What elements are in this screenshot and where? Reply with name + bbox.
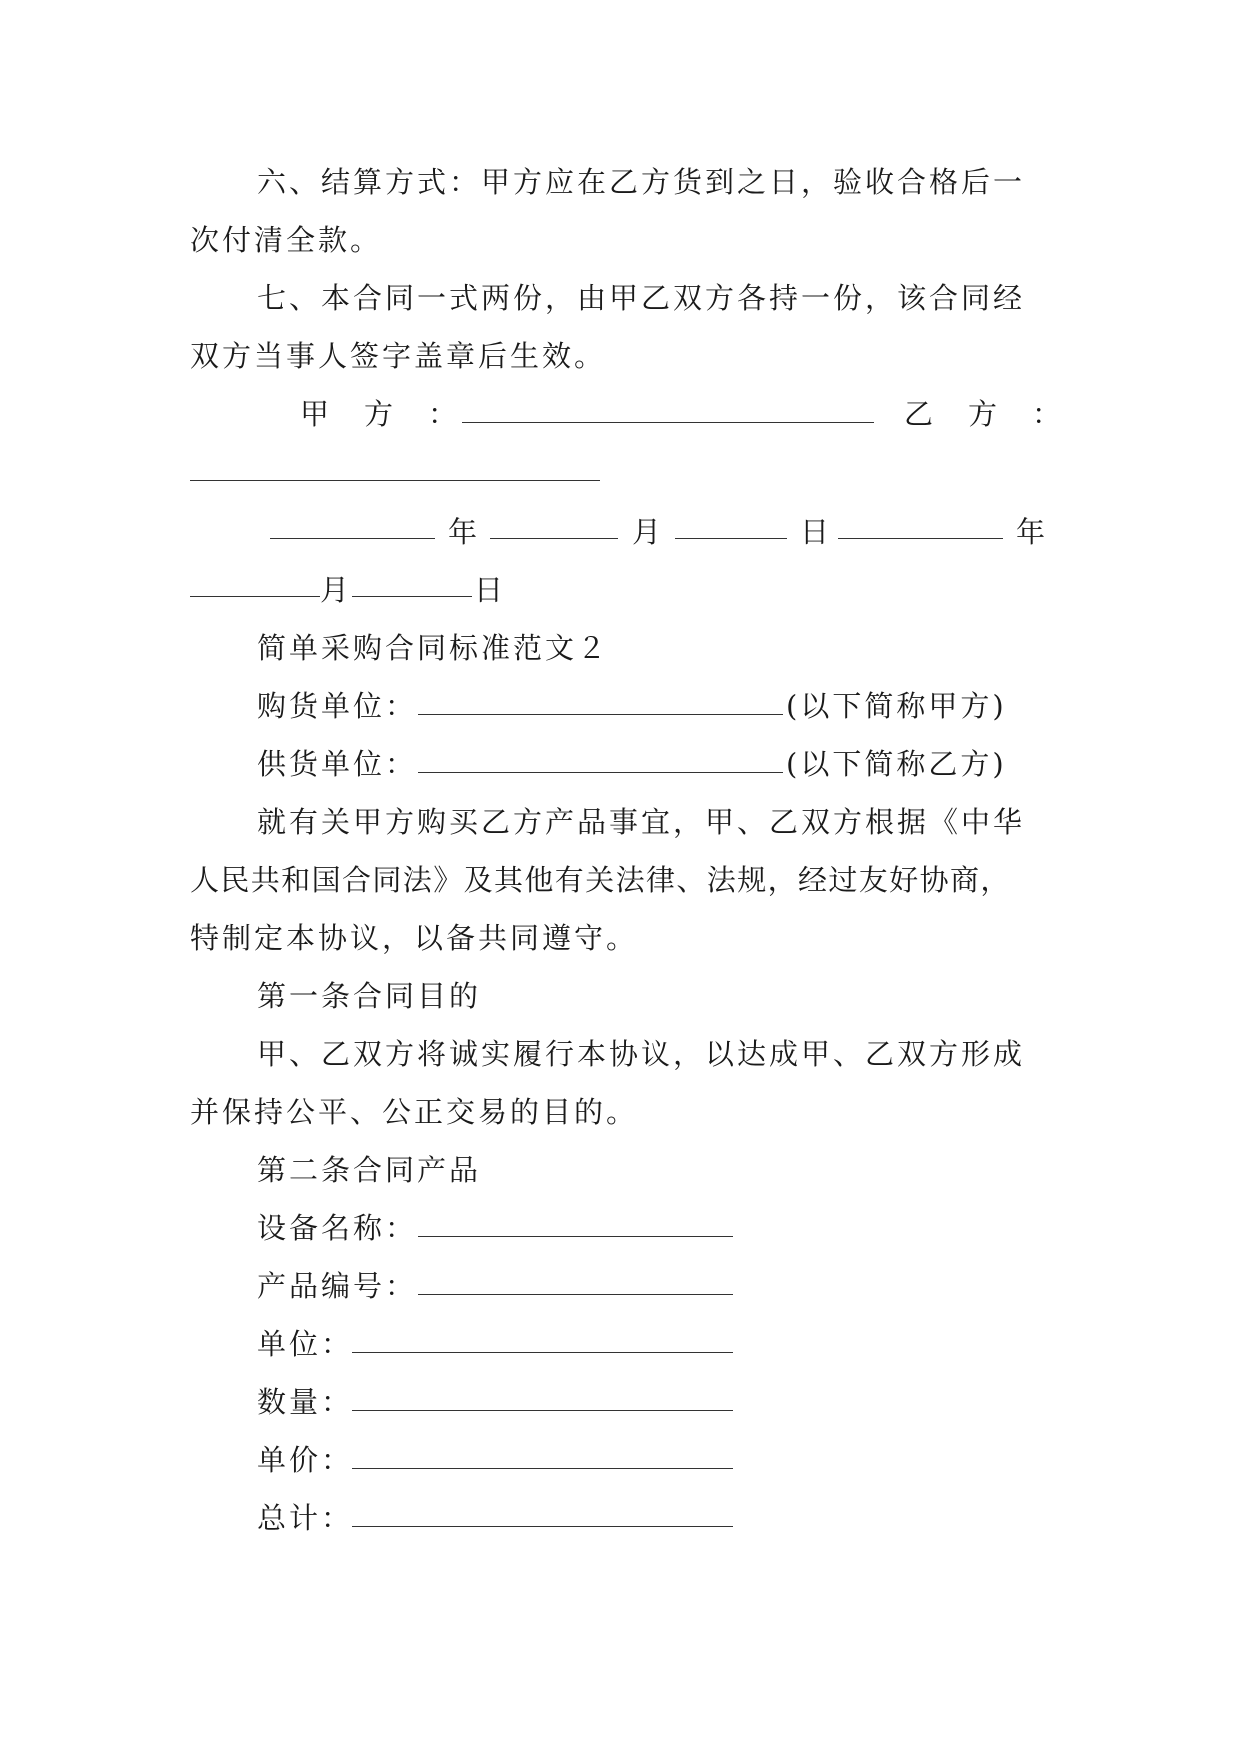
- unit-blank: [352, 1326, 733, 1360]
- total-blank: [352, 1500, 733, 1534]
- buyer-label: 购货单位：: [257, 689, 418, 723]
- party-b-year-label: 年: [1016, 515, 1049, 549]
- quantity-label: 数量：: [257, 1385, 354, 1419]
- party-b-day-label: 日: [474, 573, 507, 607]
- contract-2-title: 简单采购合同标准范文２: [257, 631, 610, 665]
- party-a-month-blank: [490, 512, 618, 546]
- clause-6-line-2: 次付清全款。: [190, 223, 383, 257]
- buyer-suffix: (以下简称甲方): [786, 689, 1007, 723]
- unit-price-blank: [352, 1442, 733, 1476]
- party-b-month-blank: [190, 570, 320, 604]
- seller-blank: [418, 746, 783, 780]
- product-code-blank: [418, 1268, 733, 1302]
- party-b-month-label: 月: [320, 573, 353, 607]
- article-1-title: 第一条合同目的: [257, 979, 482, 1013]
- party-a-day-label: 日: [800, 515, 833, 549]
- party-a-year-label: 年: [448, 515, 481, 549]
- clause-6-line-1: 六、结算方式：甲方应在乙方货到之日，验收合格后一: [257, 165, 1026, 199]
- intro-line-1: 就有关甲方购买乙方产品事宜，甲、乙双方根据《中华: [257, 805, 1026, 839]
- party-a-signature-blank: [462, 396, 874, 430]
- party-b-signature-blank: [190, 454, 600, 488]
- equipment-name-blank: [418, 1210, 733, 1244]
- equipment-name-label: 设备名称：: [257, 1211, 418, 1245]
- party-b-day-blank: [352, 570, 472, 604]
- intro-line-3: 特制定本协议，以备共同遵守。: [190, 921, 639, 955]
- seller-suffix: (以下简称乙方): [786, 747, 1007, 781]
- clause-7-line-1: 七、本合同一式两份，由甲乙双方各持一份，该合同经: [257, 281, 1026, 315]
- buyer-blank: [418, 688, 783, 722]
- party-a-year-blank: [270, 512, 435, 546]
- article-2-title: 第二条合同产品: [257, 1153, 482, 1187]
- article-1-line-1: 甲、乙双方将诚实履行本协议，以达成甲、乙双方形成: [257, 1037, 1026, 1071]
- party-a-month-label: 月: [632, 515, 665, 549]
- total-label: 总计：: [257, 1501, 354, 1535]
- quantity-blank: [352, 1384, 733, 1418]
- intro-line-2: 人民共和国合同法》及其他有关法律、法规，经过友好协商，: [190, 863, 1011, 897]
- clause-7-line-2: 双方当事人签字盖章后生效。: [190, 339, 607, 373]
- party-a-day-blank: [675, 512, 787, 546]
- party-b-label: 乙 方 ：: [904, 397, 1065, 431]
- party-a-label: 甲 方 ：: [300, 397, 461, 431]
- seller-label: 供货单位：: [257, 747, 418, 781]
- article-1-line-2: 并保持公平、公正交易的目的。: [190, 1095, 639, 1129]
- product-code-label: 产品编号：: [257, 1269, 418, 1303]
- unit-label: 单位：: [257, 1327, 354, 1361]
- party-b-year-blank: [838, 512, 1003, 546]
- unit-price-label: 单价：: [257, 1443, 354, 1477]
